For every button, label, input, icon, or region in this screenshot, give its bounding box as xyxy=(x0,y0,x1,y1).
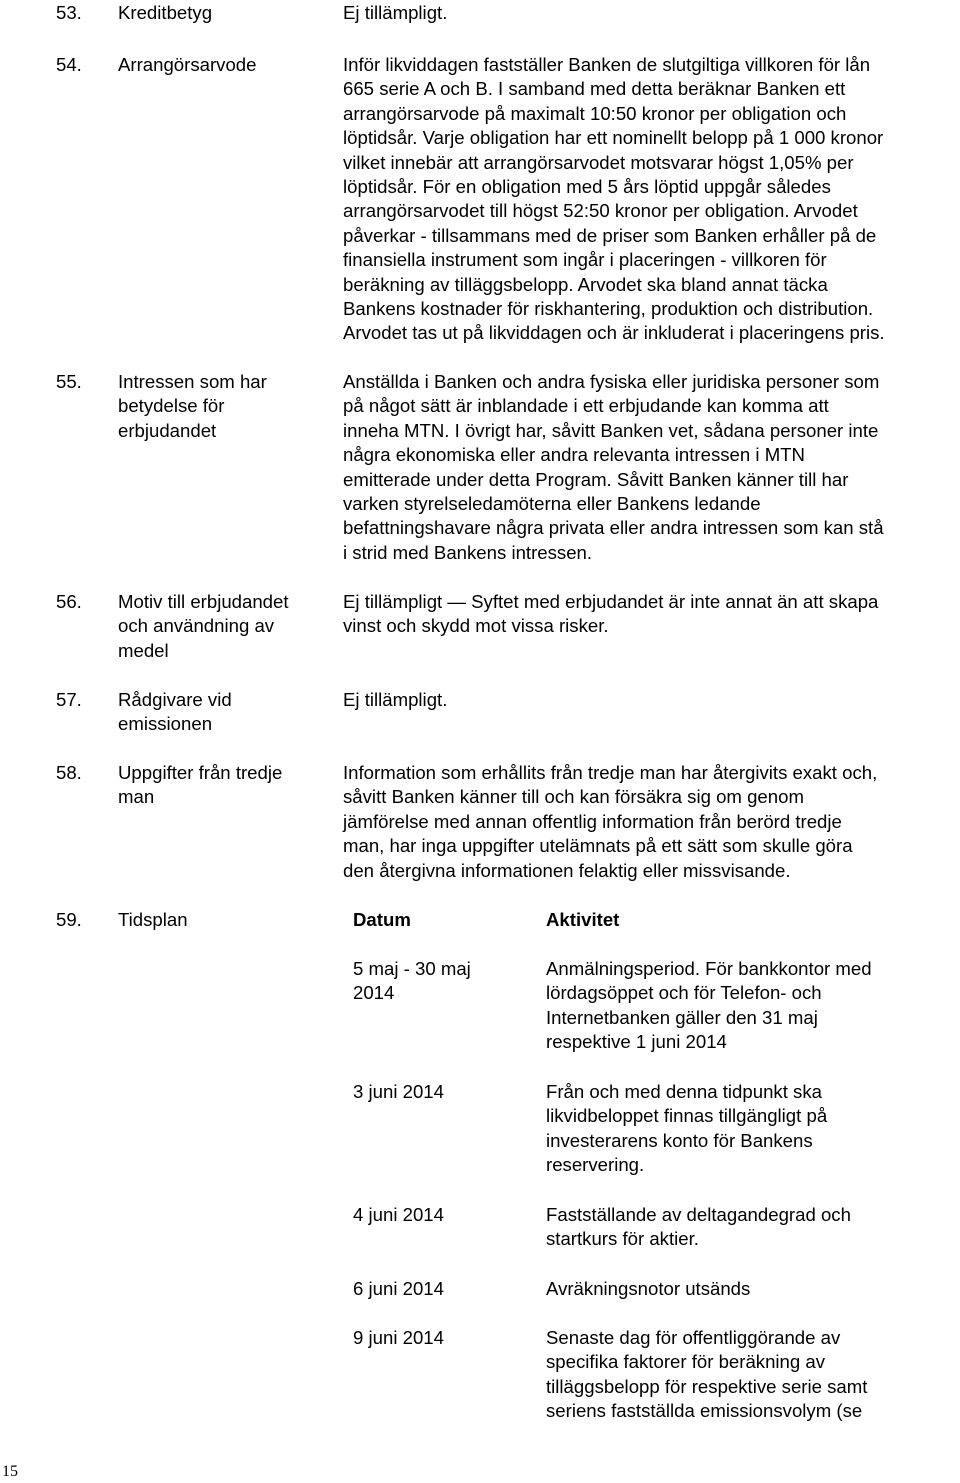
section-number: 55. xyxy=(56,371,82,392)
section-title: Uppgifter från tredje man xyxy=(118,762,283,808)
schedule-date: 4 juni 2014 xyxy=(353,1204,444,1225)
section-content: Anställda i Banken och andra fysiska eller juridiska personer som på något sätt är inblandade i ett erbjudande kan komma att inneha MTN. I övrigt har, såvitt Banken vet, sådana personer inte några ekonomiska eller andra relevanta intressen i MTN emitterade under detta Program. Såvitt Banken känner till har varken styrelseledamöterna eller Bankens ledande befattningshavare några privata eller andra intressen som kan stå i strid med Bankens intressen. xyxy=(343,371,884,563)
schedule-activity: Fastställande av deltagandegrad och startkurs för aktier. xyxy=(546,1204,851,1250)
section-number: 59. xyxy=(56,909,82,930)
section-content: Ej tillämpligt — Syftet med erbjudandet är inte annat än att skapa vinst och skydd mot vissa risker. xyxy=(343,591,879,637)
section-title: Intressen som har betydelse för erbjudandet xyxy=(118,371,267,441)
section-title: Motiv till erbjudandet och användning av medel xyxy=(118,591,289,661)
schedule-date: 9 juni 2014 xyxy=(353,1327,444,1348)
schedule-date: 5 maj - 30 maj 2014 xyxy=(353,958,471,1004)
section-title: Rådgivare vid emissionen xyxy=(118,689,232,735)
schedule-activity: Senaste dag för offentliggörande av specifika faktorer för beräkning av tilläggsbelopp för respektive serie samt seriens fastställda emissionsvolym (se xyxy=(546,1327,868,1422)
section-title: Tidsplan xyxy=(118,909,188,930)
section-content: Information som erhållits från tredje man har återgivits exakt och, såvitt Banken känner till och kan försäkra sig om genom jämförelse med annan offentlig information från berörd tredje man, har inga uppgifter utelämnats på ett sätt som skulle göra den återgivna informationen felaktig eller missvisande. xyxy=(343,762,878,881)
date-column-header: Datum xyxy=(353,909,411,930)
section-number: 58. xyxy=(56,762,82,783)
section-content: Ej tillämpligt. xyxy=(343,689,448,710)
section-title: Kreditbetyg xyxy=(118,2,213,23)
schedule-date: 6 juni 2014 xyxy=(353,1278,444,1299)
page-number: 15 xyxy=(2,1463,18,1480)
section-content: Ej tillämpligt. xyxy=(343,2,448,23)
activity-column-header: Aktivitet xyxy=(546,909,620,930)
section-number: 57. xyxy=(56,689,82,710)
section-number: 54. xyxy=(56,54,82,75)
schedule-date: 3 juni 2014 xyxy=(353,1081,444,1102)
schedule-activity: Avräkningsnotor utsänds xyxy=(546,1278,751,1299)
section-number: 56. xyxy=(56,591,82,612)
section-title: Arrangörsarvode xyxy=(118,54,257,75)
schedule-activity: Anmälningsperiod. För bankkontor med lördagsöppet och för Telefon- och Internetbanken gäller den 31 maj respektive 1 juni 2014 xyxy=(546,958,872,1053)
section-number: 53. xyxy=(56,2,82,23)
schedule-activity: Från och med denna tidpunkt ska likvidbeloppet finnas tillgängligt på investerarens konto för Bankens reservering. xyxy=(546,1081,828,1176)
section-content: Inför likviddagen fastställer Banken de slutgiltiga villkoren för lån 665 serie A och B. I samband med detta beräknar Banken ett arrangörsarvode på maximalt 10:50 kronor per obligation och löptidsår. Varje obligation har ett nominellt belopp på 1 000 kronor vilket innebär att arrangörsarvodet motsvarar högst 1,05% per löptidsår. För en obligation med 5 års löptid uppgår således arrangörsarvodet till högst 52:50 kronor per obligation. Arvodet påverkar - tillsammans med de priser som Banken erhåller på de finansiella instrument som ingår i placeringen - villkoren för beräkning av tilläggsbelopp. Arvodet ska bland annat täcka Bankens kostnader för riskhantering, produktion och distribution. Arvodet tas ut på likviddagen och är inkluderat i placeringens pris. xyxy=(343,54,885,344)
